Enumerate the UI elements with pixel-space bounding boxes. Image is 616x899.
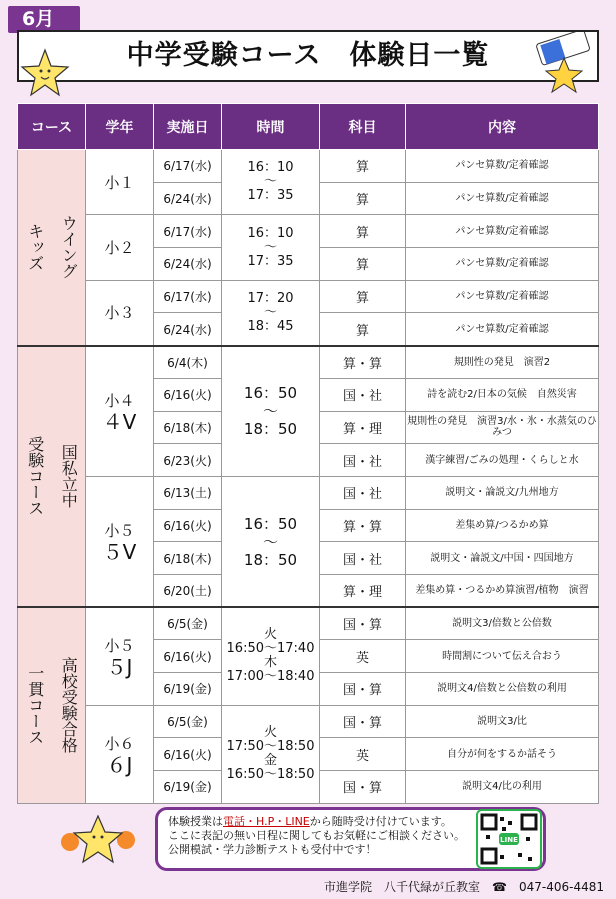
subject-cell: 国・算	[320, 705, 406, 738]
time-line: 16：50	[243, 514, 298, 533]
time-line: 18：45	[247, 318, 294, 334]
class-code: ４V	[102, 409, 137, 434]
header-date: 実施日	[154, 104, 222, 150]
course-name: 高校受験合格	[59, 657, 79, 754]
grade-cell	[86, 150, 154, 215]
table-row	[18, 215, 599, 248]
course-name: 受験コース	[25, 436, 45, 517]
header-time: 時間	[222, 104, 320, 150]
content-cell: 漢字練習/ごみの処理・くらしと水	[406, 444, 599, 477]
content-cell: 説明文3/比	[406, 705, 599, 738]
time-line: 木	[263, 655, 277, 671]
table-header-row	[18, 104, 599, 150]
date-cell: 6/16(火)	[154, 640, 222, 673]
time-cell	[222, 150, 320, 215]
subject-cell: 国・社	[320, 378, 406, 411]
date-cell: 6/23(火)	[154, 444, 222, 477]
month-tag: 6月	[8, 6, 80, 33]
content-cell: 差集め算/つるかめ算	[406, 509, 599, 542]
table-row	[18, 607, 599, 640]
time-line: 16：10	[247, 160, 294, 176]
eraser-mascot-icon	[534, 32, 594, 94]
time-line: ～	[263, 304, 277, 320]
subject-cell: 算	[320, 150, 406, 183]
subject-cell: 算	[320, 280, 406, 313]
date-cell: 6/13(土)	[154, 476, 222, 509]
contact-methods-link[interactable]: 電話・H.P・LINE	[223, 815, 310, 828]
header-subject: 科目	[320, 104, 406, 150]
time-line: 16：50	[243, 384, 298, 403]
page-title: 中学受験コース 体験日一覧	[17, 30, 599, 82]
line-qr-code-icon[interactable]	[476, 809, 542, 869]
school-address: 市進学院 八千代緑が丘教室 ☎ 047-406-4481	[324, 880, 604, 894]
subject-cell: 国・社	[320, 542, 406, 575]
subject-cell: 算	[320, 182, 406, 215]
content-cell: パンセ算数/定着確認	[406, 280, 599, 313]
time-line: 16：10	[247, 225, 294, 241]
date-cell: 6/20(土)	[154, 574, 222, 607]
grade-cell	[86, 346, 154, 477]
subject-cell: 算	[320, 248, 406, 281]
content-cell: 時間割について伝え合おう	[406, 640, 599, 673]
course-name: ウイング	[59, 215, 79, 280]
date-cell: 6/19(金)	[154, 673, 222, 706]
time-cell	[222, 215, 320, 280]
star-cheer-mascot-icon	[60, 812, 140, 872]
subject-cell: 英	[320, 640, 406, 673]
date-cell: 6/19(金)	[154, 771, 222, 804]
content-cell: 自分が何をするか話そう	[406, 738, 599, 771]
subject-cell: 算・理	[320, 574, 406, 607]
content-cell: パンセ算数/定着確認	[406, 182, 599, 215]
date-cell: 6/24(水)	[154, 248, 222, 281]
course-name: キッズ	[25, 223, 45, 272]
date-cell: 6/17(水)	[154, 150, 222, 183]
subject-cell: 国・算	[320, 771, 406, 804]
subject-cell: 算・算	[320, 346, 406, 379]
time-line: 金	[263, 753, 277, 769]
footer-line3: 公開模試・学力診断テストも受付中です！	[168, 843, 377, 856]
date-cell: 6/16(火)	[154, 509, 222, 542]
subject-cell: 国・算	[320, 673, 406, 706]
date-cell: 6/5(金)	[154, 607, 222, 640]
course-cell	[18, 607, 86, 803]
content-cell: パンセ算数/定着確認	[406, 215, 599, 248]
date-cell: 6/4(木)	[154, 346, 222, 379]
star-mascot-icon	[20, 48, 70, 98]
time-line: ～	[262, 402, 278, 421]
qr-label: LINE	[500, 836, 518, 844]
date-cell: 6/16(火)	[154, 738, 222, 771]
course-cell	[18, 150, 86, 346]
content-cell: パンセ算数/定着確認	[406, 313, 599, 346]
course-cell	[18, 346, 86, 608]
content-cell: 説明文4/比の利用	[406, 771, 599, 804]
content-cell: 差集め算・つるかめ算演習/植物 演習	[406, 574, 599, 607]
grade-label: 小６	[104, 734, 135, 753]
grade-cell	[86, 607, 154, 705]
subject-cell: 算	[320, 215, 406, 248]
content-cell: 規則性の発見 演習3/水・氷・水蒸気のひみつ	[406, 411, 599, 444]
date-cell: 6/24(水)	[154, 313, 222, 346]
time-line: 火	[263, 725, 277, 741]
course-name: 一貫コース	[25, 665, 45, 746]
table-row	[18, 705, 599, 738]
time-line: 18：50	[243, 420, 298, 439]
date-cell: 6/5(金)	[154, 705, 222, 738]
grade-cell	[86, 215, 154, 280]
grade-cell	[86, 705, 154, 803]
content-cell: 説明文3/倍数と公倍数	[406, 607, 599, 640]
date-cell: 6/16(火)	[154, 378, 222, 411]
time-cell	[222, 280, 320, 345]
content-cell: 説明文4/倍数と公倍数の利用	[406, 673, 599, 706]
content-cell: 説明文・論説文/中国・四国地方	[406, 542, 599, 575]
time-line: 18：50	[243, 550, 298, 569]
class-code: ５J	[106, 654, 133, 679]
time-cell	[222, 705, 320, 803]
time-line: 17：20	[247, 290, 294, 306]
date-cell: 6/17(水)	[154, 280, 222, 313]
grade-label: 小４	[104, 391, 135, 410]
content-cell: 説明文・論説文/九州地方	[406, 476, 599, 509]
content-cell: 規則性の発見 演習2	[406, 346, 599, 379]
grade-label: 小３	[104, 304, 135, 323]
date-cell: 6/18(木)	[154, 411, 222, 444]
header-grade: 学年	[86, 104, 154, 150]
header-content: 内容	[406, 104, 599, 150]
class-code: ５V	[102, 540, 137, 564]
grade-label: 小５	[104, 636, 135, 655]
date-cell: 6/17(水)	[154, 215, 222, 248]
time-line: 17:00～18:40	[226, 669, 315, 685]
time-line: ～	[263, 174, 277, 190]
header-course: コース	[18, 104, 86, 150]
table-row	[18, 476, 599, 509]
date-cell: 6/24(水)	[154, 182, 222, 215]
time-line: ～	[262, 532, 278, 551]
grade-label: 小２	[104, 239, 135, 258]
footer-line1-post: から随時受け付けています。	[309, 815, 452, 828]
subject-cell: 英	[320, 738, 406, 771]
footer-line1-pre: 体験授業は	[168, 815, 223, 828]
time-line: ～	[263, 239, 277, 255]
footer-line2: ここに表記の無い日程に関してもお気軽にご相談ください。	[168, 829, 465, 842]
time-line: 17:50～18:50	[226, 739, 315, 755]
grade-cell	[86, 476, 154, 607]
table-row	[18, 346, 599, 379]
content-cell: パンセ算数/定着確認	[406, 248, 599, 281]
grade-label: 小５	[104, 522, 135, 540]
time-cell	[222, 346, 320, 477]
schedule-table	[17, 103, 599, 804]
course-name: 国私立中	[59, 444, 79, 509]
table-row	[18, 150, 599, 183]
subject-cell: 国・算	[320, 607, 406, 640]
subject-cell: 算	[320, 313, 406, 346]
time-line: 17：35	[247, 188, 294, 204]
date-cell: 6/18(木)	[154, 542, 222, 575]
subject-cell: 算・理	[320, 411, 406, 444]
table-row	[18, 280, 599, 313]
grade-label: 小１	[104, 173, 135, 192]
time-cell	[222, 476, 320, 607]
content-cell: 詩を読む2/日本の気候 自然災害	[406, 378, 599, 411]
time-line: 16:50～17:40	[226, 641, 315, 657]
time-line: 火	[263, 627, 277, 643]
grade-cell	[86, 280, 154, 345]
subject-cell: 国・社	[320, 476, 406, 509]
time-cell	[222, 607, 320, 705]
class-code: ６J	[106, 752, 133, 777]
content-cell: パンセ算数/定着確認	[406, 150, 599, 183]
time-line: 17：35	[247, 253, 294, 269]
subject-cell: 算・算	[320, 509, 406, 542]
subject-cell: 国・社	[320, 444, 406, 477]
time-line: 16:50～18:50	[226, 767, 315, 783]
